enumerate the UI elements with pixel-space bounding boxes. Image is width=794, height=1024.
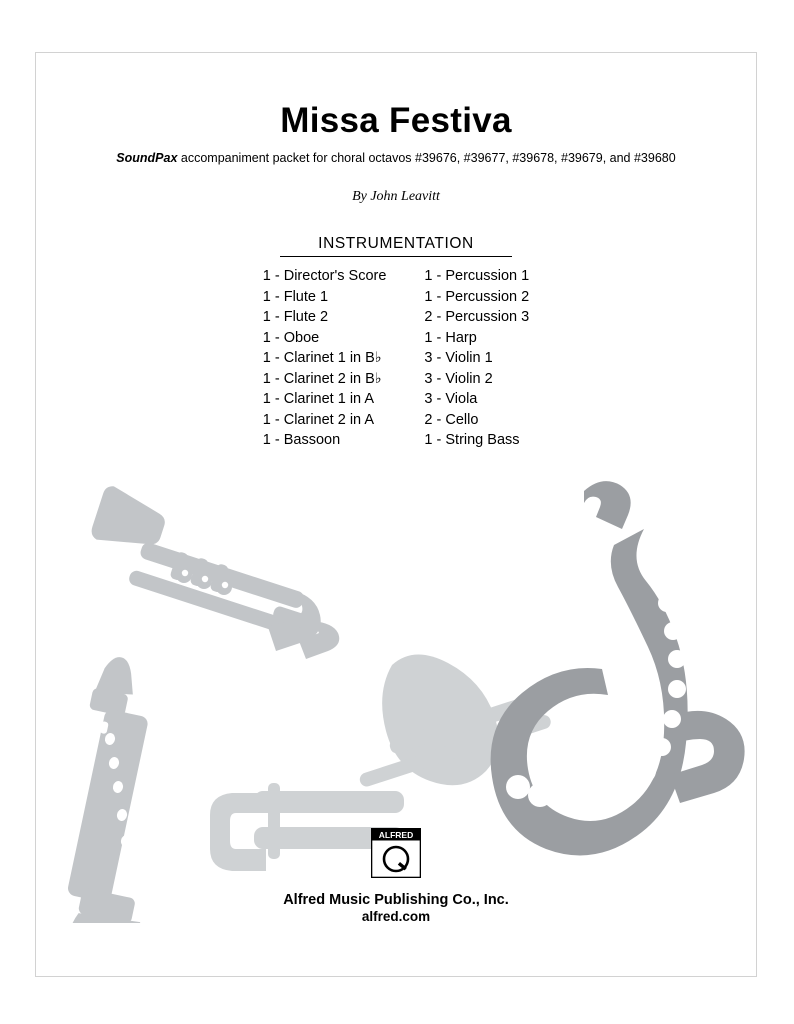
composer-credit: By John Leavitt xyxy=(352,189,440,204)
instrumentation-columns xyxy=(263,266,529,451)
instrumentation-column-right xyxy=(424,266,529,451)
publisher-block xyxy=(36,828,756,924)
list-item: 1 - Flute 1 xyxy=(262,288,329,305)
saxophone-illustration xyxy=(491,481,745,855)
list-item: 1 - Clarinet 2 in A xyxy=(262,411,375,428)
list-item: 1 - Clarinet 2 in B♭ xyxy=(262,370,382,387)
instrumentation-divider xyxy=(280,256,512,257)
publisher-name: Alfred Music Publishing Co., Inc. xyxy=(283,892,509,908)
alfred-logo-icon xyxy=(371,828,421,883)
subtitle-text: accompaniment packet for choral octavos #39676, #39677, #39678, #39679, and #39680 xyxy=(177,151,676,165)
list-item: 1 - Percussion 1 xyxy=(424,268,530,284)
instrumentation-heading: INSTRUMENTATION xyxy=(318,235,474,252)
list-item: 1 - Bassoon xyxy=(262,432,341,448)
instrumentation-column-left xyxy=(263,266,387,451)
list-item: 1 - Flute 2 xyxy=(262,309,329,325)
list-item: 1 - Clarinet 1 in B♭ xyxy=(262,350,382,366)
list-item: 3 - Violin 2 xyxy=(424,370,493,387)
list-item: 1 - Percussion 2 xyxy=(424,288,530,305)
soundpax-brand: SoundPax xyxy=(116,151,178,165)
list-item: 2 - Cello xyxy=(424,411,479,428)
page-title: Missa Festiva xyxy=(280,101,512,140)
list-item: 1 - String Bass xyxy=(424,432,520,448)
list-item: 3 - Viola xyxy=(424,391,478,407)
list-item: 1 - Oboe xyxy=(262,329,320,346)
list-item: 1 - Clarinet 1 in A xyxy=(262,391,375,407)
publisher-website[interactable]: alfred.com xyxy=(361,909,431,924)
instrumentation-section xyxy=(36,235,756,451)
list-item: 2 - Percussion 3 xyxy=(424,309,530,325)
score-cover-page xyxy=(35,52,757,977)
svg-text:ALFRED: ALFRED xyxy=(378,830,414,840)
list-item: 1 - Director's Score xyxy=(262,268,387,284)
list-item: 1 - Harp xyxy=(424,329,477,346)
list-item: 3 - Violin 1 xyxy=(424,350,493,366)
trumpet-illustration xyxy=(89,484,339,659)
subtitle-line xyxy=(36,151,756,165)
